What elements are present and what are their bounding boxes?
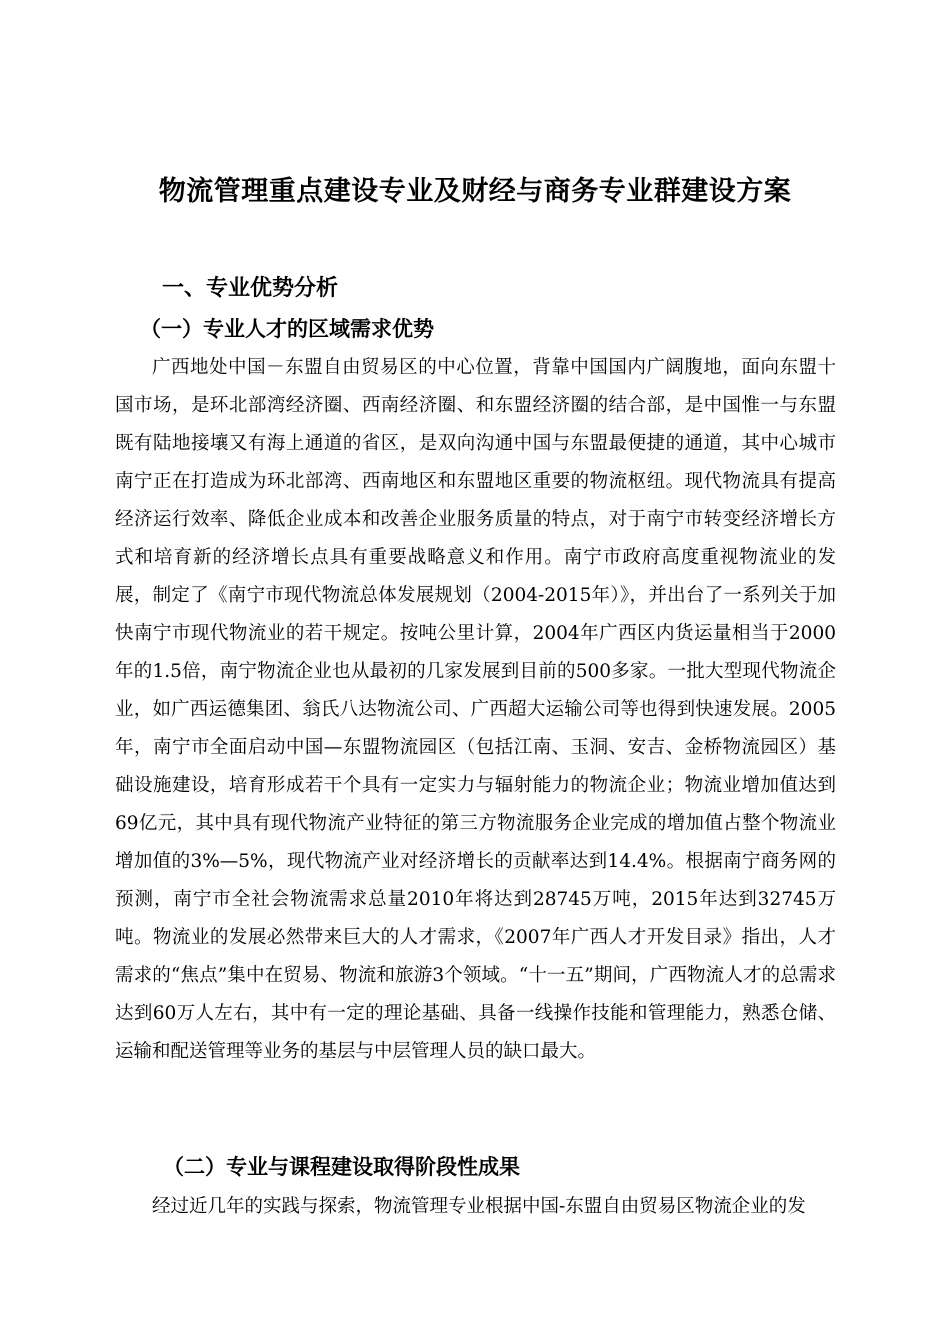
subsection-heading-1: （一）专业人才的区域需求优势 bbox=[140, 317, 434, 341]
paragraph-course-construction: 经过近几年的实践与探索，物流管理专业根据中国-东盟自由贸易区物流企业的发 bbox=[152, 1196, 806, 1217]
paragraph-regional-demand: 广西地处中国－东盟自由贸易区的中心位置，背靠中国国内广阔腹地，面向东盟十国市场，是环北部湾经济圈、西南经济圈、和东盟经济圈的结合部，是中国惟一与东盟既有陆地接壤又有海上通道的省区，是双向沟通中国与东盟最便捷的通道，其中心城市南宁正在打造成为环北部湾、西南地区和东盟地区重要的物流枢纽。现代物流具有提高经济运行效率、降低企业成本和改善企业服务质量的特点，对于南宁市转变经济增长方式和培育新的经济增长点具有重要战略意义和作用。南宁市政府高度重视物流业的发展，制定了《南宁市现代物流总体发展规划（2004-2015年）》，并出台了一系列关于加快南宁市现代物流业的若干规定。按吨公里计算，2004年广西区内货运量相当于2000年的1.5倍，南宁物流企业也从最初的几家发展到目前的500多家。一批大型现代物流企业，如广西运德集团、翁氏八达物流公司、广西超大运输公司等也得到快速发展。2005年，南宁市全面启动中国—东盟物流园区（包括江南、玉洞、安吉、金桥物流园区）基础设施建设，培育形成若干个具有一定实力与辐射能力的物流企业；物流业增加值达到69亿元，其中具有现代物流产业特征的第三方物流服务企业完成的增加值占整个物流业增加值的3%—5%，现代物流产业对经济增长的贡献率达到14.4%。根据南宁商务网的预测，南宁市全社会物流需求总量2010年将达到28745万吨，2015年达到32745万吨。物流业的发展必然带来巨大的人才需求，《2007年广西人才开发目录》指出，人才需求的“焦点”集中在贸易、物流和旅游3个领域。“十一五”期间，广西物流人才的总需求达到60万人左右，其中有一定的理论基础、具备一线操作技能和管理能力，熟悉仓储、运输和配送管理等业务的基层与中层管理人员的缺口最大。 bbox=[115, 357, 836, 1062]
section-heading-1: 一、专业优势分析 bbox=[162, 276, 339, 301]
document-title: 物流管理重点建设专业及财经与商务专业群建设方案 bbox=[158, 176, 792, 207]
subsection-heading-2: （二）专业与课程建设取得阶段性成果 bbox=[163, 1155, 520, 1179]
